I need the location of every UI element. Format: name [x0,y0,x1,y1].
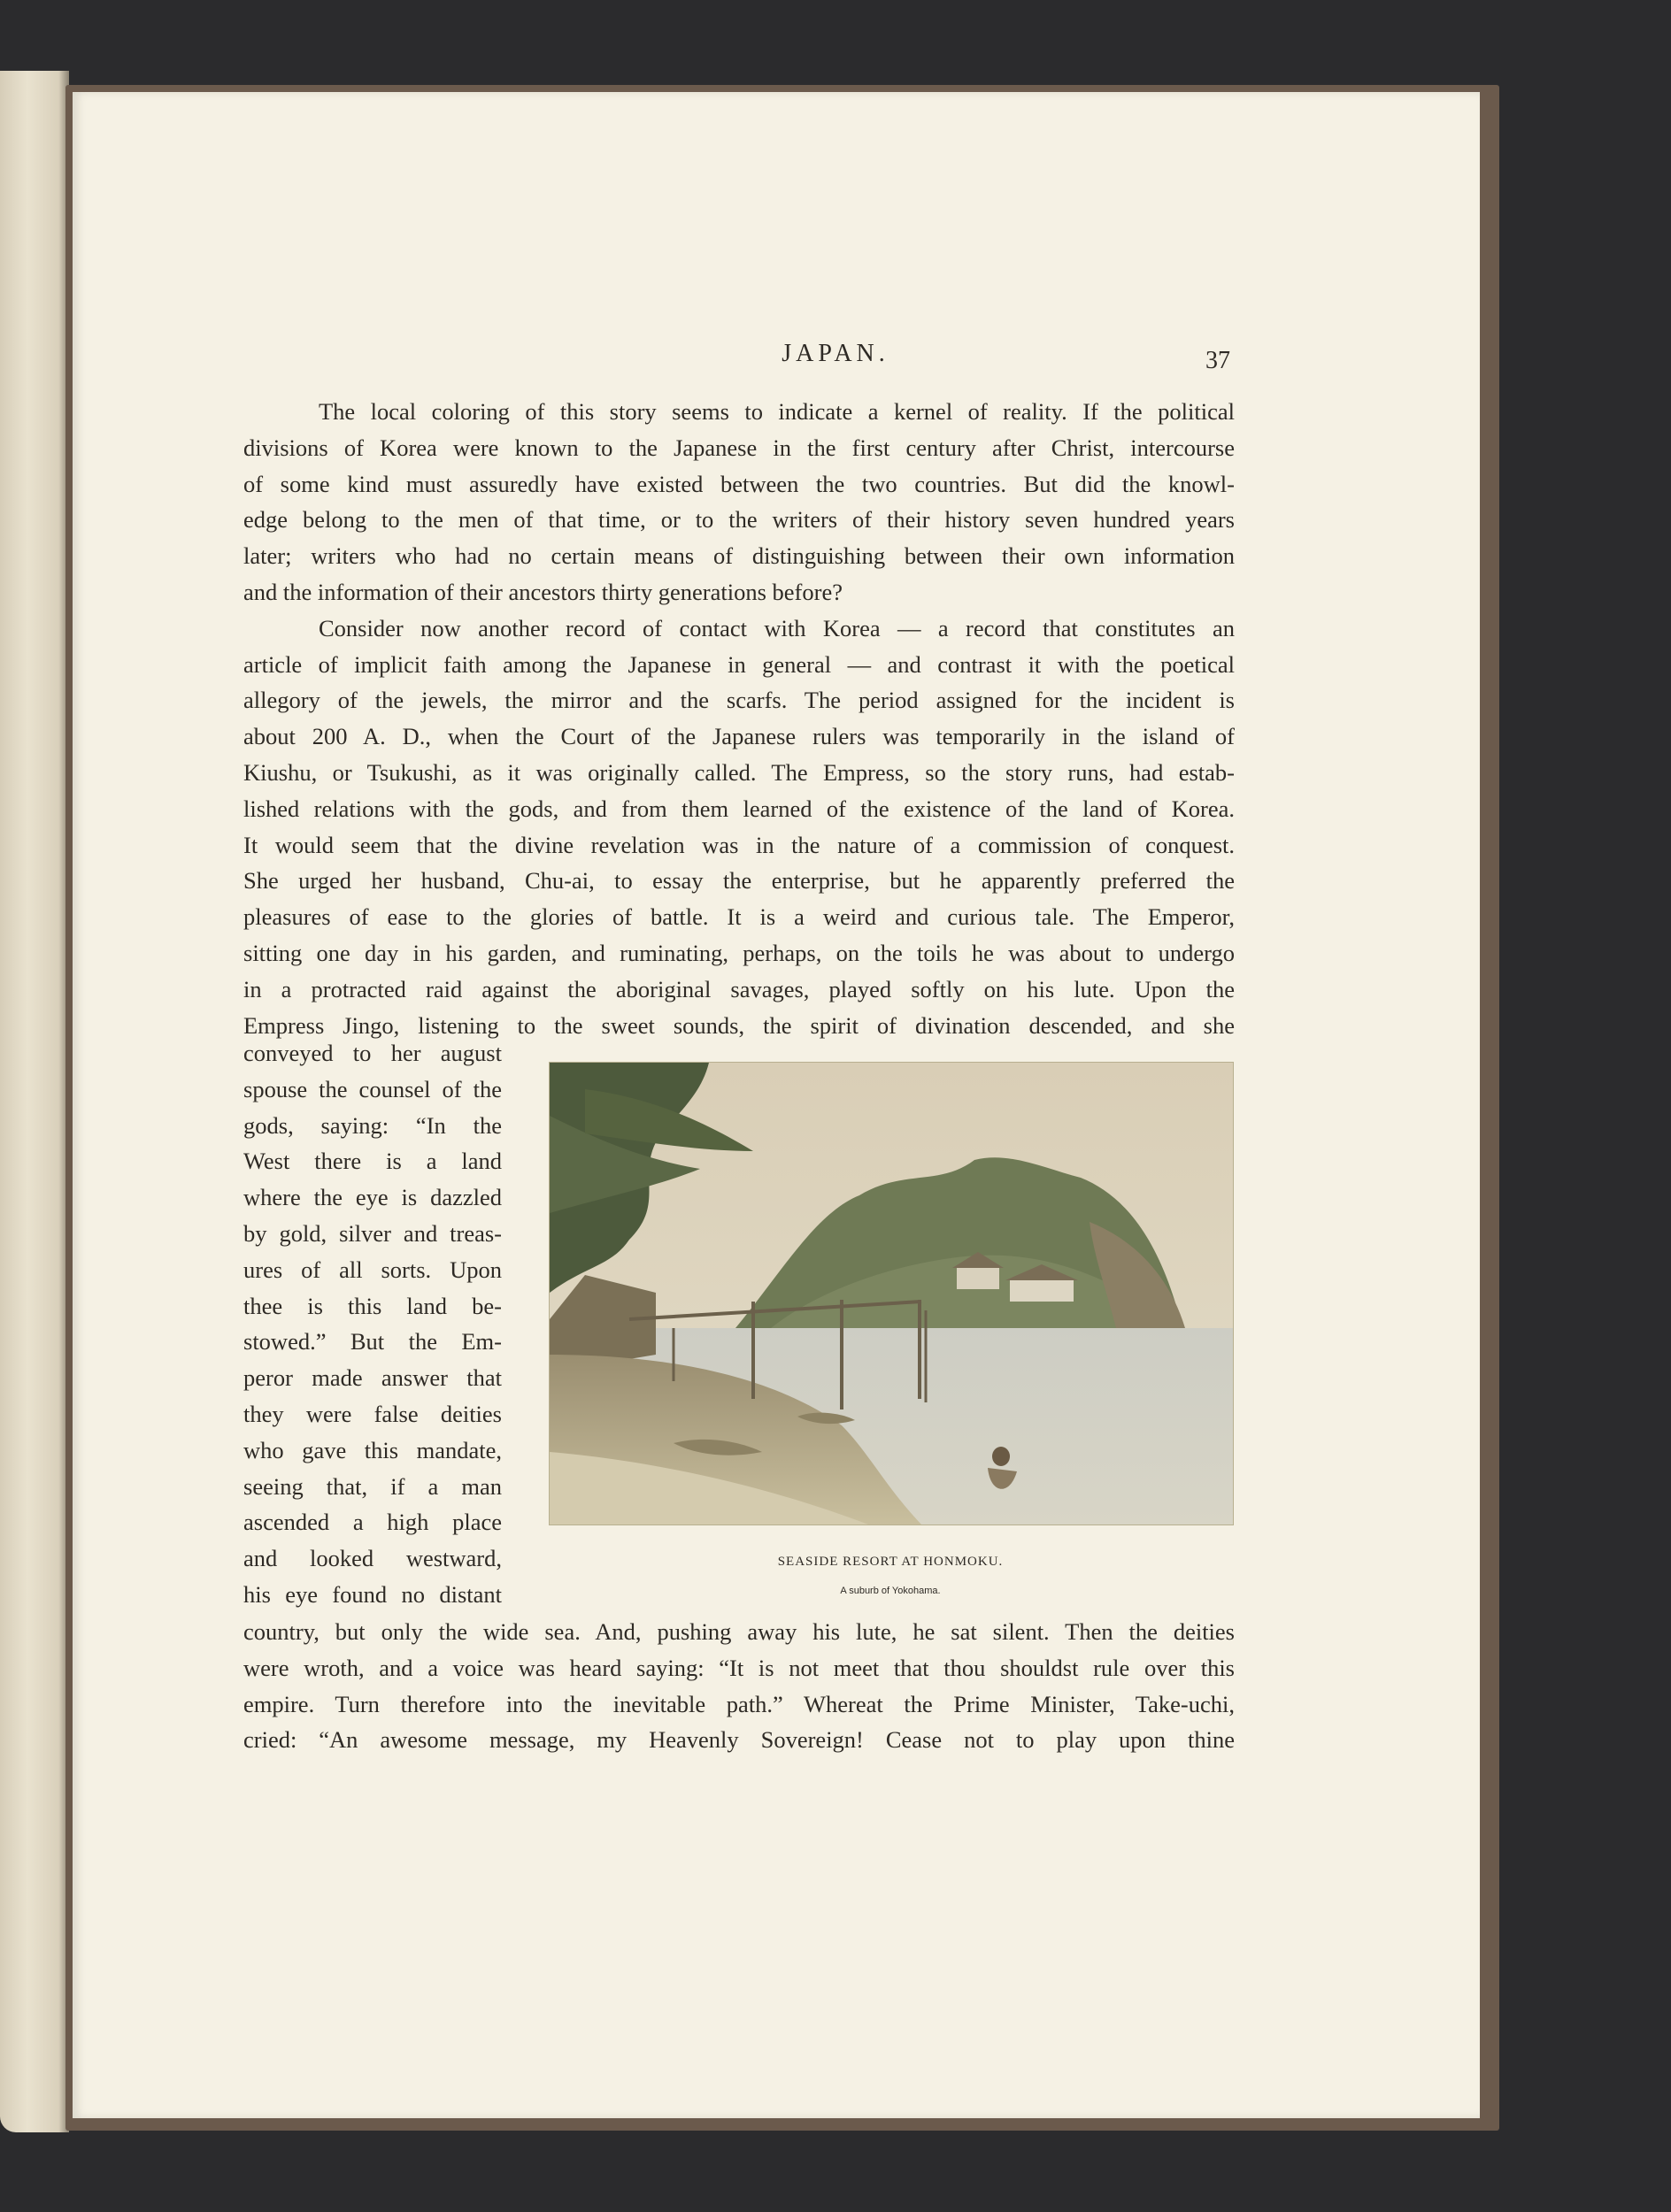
text-line: who gave this mandate, [243,1436,502,1463]
side-text-column [243,1035,502,1613]
running-title: JAPAN. [782,340,889,367]
text-line: about 200 A. D., when the Court of the Japanese rulers was temporarily in the island of [243,723,1235,750]
text-line: It would seem that the divine revelation was in the nature of a commission of conquest. [243,831,1235,858]
figure-caption-title: SEASIDE RESORT AT HONMOKU. [777,1555,1004,1569]
text-line: stowed.” But the Em- [243,1328,502,1356]
text-line: and looked westward, [243,1545,502,1572]
text-line: later; writers who had no certain means of distinguishing between their own information [243,542,1235,570]
text-line: were wroth, and a voice was heard saying: “It is not meet that thou shouldst rule over this [243,1654,1235,1681]
text-line: where the eye is dazzled [243,1184,502,1211]
text-line: ascended a high place [243,1509,502,1536]
figure-caption-subtitle: A suburb of Yokohama. [840,1586,941,1596]
text-line: country, but only the wide sea. And, pushing away his lute, he sat silent. Then the deities [243,1618,1235,1645]
text-line: edge belong to the men of that time, or to the writers of their history seven hundred years [243,506,1235,534]
text-line: conveyed to her august [243,1040,502,1066]
text-line: sitting one day in his garden, and ruminating, perhaps, on the toils he was about to undergo [243,939,1235,966]
text-line: of some kind must assuredly have existed between the two countries. But did the knowl- [243,470,1235,497]
body-text-bottom [243,1614,1235,1758]
text-line: gods, saying: “In the [243,1111,502,1139]
text-line: seeing that, if a man [243,1472,502,1500]
text-line: empire. Turn therefore into the inevitable path.” Whereat the Prime Minister, Take-uchi, [243,1690,1235,1717]
text-line: ures of all sorts. Upon [243,1256,502,1283]
text-line: The local coloring of this story seems to indicate a kernel of reality. If the political [319,398,1235,425]
text-line: his eye found no distant [243,1580,502,1608]
text-line: thee is this land be- [243,1292,502,1319]
text-line: they were false deities [243,1400,502,1427]
paragraph [243,611,1235,1044]
body-text-top [243,394,1235,1043]
text-line: spouse the counsel of the [243,1075,502,1102]
text-line: allegory of the jewels, the mirror and the scarfs. The period assigned for the incident is [243,687,1235,714]
text-line: Empress Jingo, listening to the sweet sounds, the spirit of divination descended, and she [243,1011,1235,1039]
page-number: 37 [1205,347,1230,374]
text-line: divisions of Korea were known to the Japanese in the first century after Christ, intercourse [243,434,1235,461]
text-line: She urged her husband, Chu-ai, to essay the enterprise, but he apparently preferred the [243,867,1235,895]
text-line: Kiushu, or Tsukushi, as it was originally called. The Empress, so the story runs, had estab- [243,758,1235,786]
text-line: Consider now another record of contact with Korea — a record that constitutes an [319,614,1235,641]
text-line: and the information of their ancestors thirty generations before? [243,578,843,605]
text-line: peror made answer that [243,1364,502,1392]
text-line: West there is a land [243,1148,502,1175]
seaside-photograph [549,1062,1234,1525]
text-line: cried: “An awesome message, my Heavenly Sovereign! Cease not to play upon thine [243,1726,1235,1754]
text-line: by gold, silver and treas- [243,1219,502,1247]
text-line: article of implicit faith among the Japanese in general — and contrast it with the poetical [243,650,1235,678]
facing-page-edge [0,71,69,2132]
text-line: lished relations with the gods, and from them learned of the existence of the land of Korea. [243,795,1235,822]
paragraph [243,394,1235,611]
text-line: in a protracted raid against the aboriginal savages, played softly on his lute. Upon the [243,975,1235,1002]
text-line: pleasures of ease to the glories of battle. It is a weird and curious tale. The Emperor, [243,903,1235,931]
